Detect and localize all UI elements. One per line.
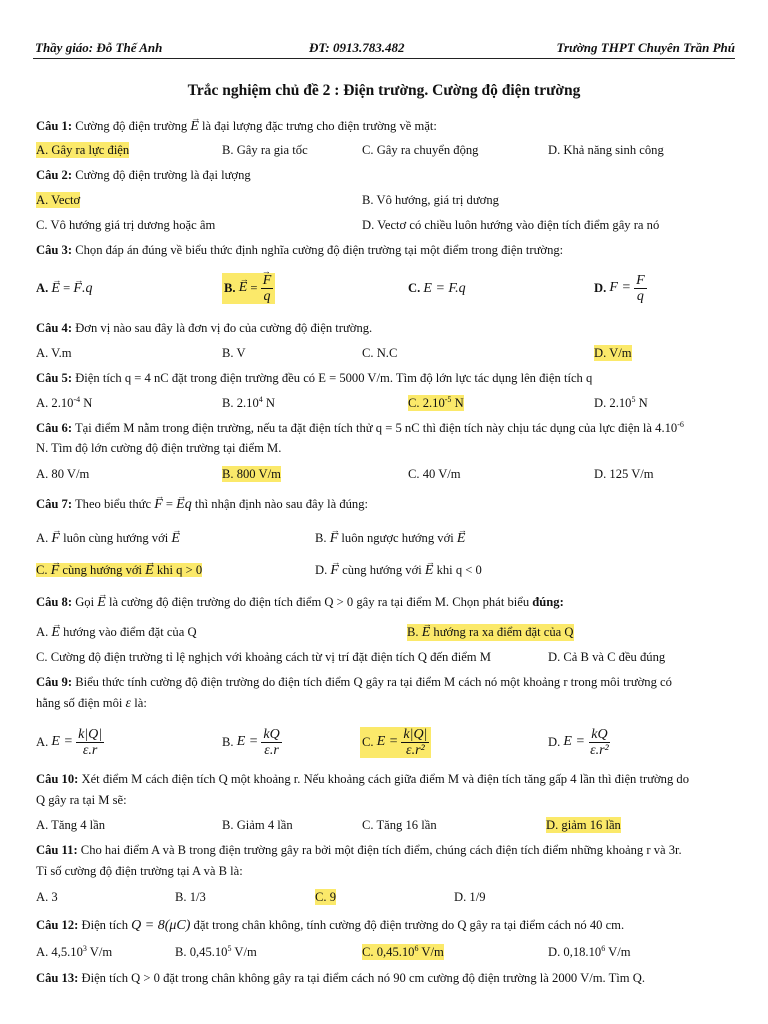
q11-option-a[interactable]: A. 3 — [36, 890, 58, 904]
question-11-line-2: Tỉ số cường độ điện trường tại A và B là: — [36, 864, 243, 878]
q7-option-a[interactable]: A. → F luôn cùng hướng với → E — [36, 530, 180, 547]
question-8: Câu 8: Gọi → E là cường độ điện trường do điện tích điểm Q > 0 gây ra tại điểm M. Chọn phát biểu đúng: — [36, 594, 564, 611]
q6-option-d[interactable]: D. 125 V/m — [594, 467, 654, 481]
q3-option-b[interactable]: B. → E = → $\frac{F}{q}$ — [222, 268, 275, 308]
q6-option-c[interactable]: C. 40 V/m — [408, 467, 461, 481]
q12-option-c[interactable]: C. 0,45.10$^6$ V/m — [362, 943, 444, 959]
q7-option-d[interactable]: D. → F cùng hướng với → E khi q < 0 — [315, 562, 482, 579]
q4-option-b[interactable]: B. V — [222, 346, 246, 360]
header-phone: ĐT: 0913.783.482 — [309, 40, 405, 55]
q3-option-c[interactable]: C. E = F.q — [408, 281, 466, 296]
q12-option-a[interactable]: A. 4,5.10$^3$ V/m — [36, 943, 113, 959]
q8-option-a[interactable]: A. → E hướng vào điểm đặt của Q — [36, 624, 197, 641]
question-9: Câu 9: Biểu thức tính cường độ điện trường do điện tích điểm Q gây ra tại điểm M cách nó một khoảng r trong môi trường có — [36, 675, 672, 689]
question-13: Câu 13: Điện tích Q > 0 đặt trong chân không gây ra tại điểm cách nó 90 cm cường độ điện trường là 2000 V/m. Tìm Q. — [36, 971, 645, 985]
q9-option-c[interactable]: C. E = $\frac{k|Q|}{\text{ε.r²}}$ — [360, 722, 431, 762]
q12-option-b[interactable]: B. 0,45.10$^5$ V/m — [175, 943, 257, 959]
q10-option-b[interactable]: B. Giảm 4 lần — [222, 818, 293, 832]
q6-option-b[interactable]: B. 800 V/m — [222, 467, 281, 481]
q8-option-b[interactable]: B. → E hướng ra xa điểm đặt của Q — [407, 624, 574, 641]
question-11: Câu 11: Cho hai điểm A và B trong điện trường gây ra bởi một điện tích điểm, chúng cách điện tích điểm những khoảng r và 3r. — [36, 843, 682, 857]
q9-option-b[interactable]: B. E = $\frac{kQ}{\varepsilon.r}$ — [222, 726, 280, 758]
q4-option-a[interactable]: A. V.m — [36, 346, 72, 360]
q2-option-c[interactable]: C. Vô hướng giá trị dương hoặc âm — [36, 218, 216, 232]
q4-option-c[interactable]: C. N.C — [362, 346, 398, 360]
q1-option-a[interactable]: A. Gây ra lực điện — [36, 143, 130, 157]
question-7: Câu 7: Theo biểu thức → F = → Eq thì nhận định nào sau đây là đúng: — [36, 496, 368, 513]
question-1: Câu 1: Cường độ điện trường → E là đại lượng đặc trưng cho điện trường về mặt: — [36, 118, 437, 135]
q2-option-a[interactable]: A. Vectơ — [36, 193, 81, 207]
q10-option-a[interactable]: A. Tăng 4 lần — [36, 818, 106, 832]
q6-option-a[interactable]: A. 80 V/m — [36, 467, 90, 481]
q5-option-a[interactable]: A. $2.10^{-4}$ N — [36, 394, 93, 410]
q8-option-c[interactable]: C. Cường độ điện trường tỉ lệ nghịch với khoảng cách từ vị trí đặt điện tích Q đến điểm M — [36, 650, 491, 664]
question-9-line-2: hằng số điện môi ε là: — [36, 696, 147, 711]
question-10: Câu 10: Xét điểm M cách điện tích Q một khoảng r. Nếu khoảng cách giữa điểm M và điện tích tăng gấp 4 lần thì điện trường do — [36, 772, 690, 786]
q10-option-d[interactable]: D. giảm 16 lần — [546, 818, 621, 832]
q11-option-d[interactable]: D. 1/9 — [454, 890, 486, 904]
question-6: Câu 6: Tại điểm M nằm trong điện trường, nếu ta đặt điện tích thử q = 5 nC thì điện tích này chịu tác dụng của lực điện là $4.10^{-6}$ — [36, 419, 684, 435]
question-5: Câu 5: Điện tích q = 4 nC đặt trong điện trường đều có E = 5000 V/m. Tìm độ lớn lực tác dụng lên điện tích q — [36, 371, 593, 385]
q11-option-c[interactable]: C. 9 — [315, 890, 336, 904]
q5-option-c[interactable]: C. $2.10^{-5}$ N — [408, 394, 464, 410]
question-12: Câu 12: Điện tích Q = 8(μC) đặt trong chân không, tính cường độ điện trường do Q gây ra tại điểm cách nó 40 cm. — [36, 918, 625, 933]
q12-option-d[interactable]: D. 0,18.10$^6$ V/m — [548, 943, 631, 959]
q9-option-d[interactable]: D. E = $\frac{kQ}{\text{ε.r²}}$ — [548, 726, 609, 758]
vector-e-symbol: → E — [190, 119, 199, 135]
q5-option-b[interactable]: B. 2.10$^4$ N — [222, 394, 275, 410]
q1-option-c[interactable]: C. Gây ra chuyển động — [362, 143, 479, 157]
q9-option-a[interactable]: A. E = $\frac{k|Q|}{\varepsilon.r}$ — [36, 726, 103, 758]
q1-option-b[interactable]: B. Gây ra gia tốc — [222, 143, 308, 157]
q4-option-d[interactable]: D. V/m — [594, 346, 632, 360]
question-6-line-2: N. Tìm độ lớn cường độ điện trường tại điểm M. — [36, 441, 282, 455]
q7-option-b[interactable]: B. → F luôn ngược hướng với → E — [315, 530, 465, 547]
page-header — [33, 40, 735, 59]
header-teacher: Thầy giáo: Đỗ Thế Anh — [35, 40, 163, 55]
q7-option-c[interactable]: C. → F cùng hướng với → E khi q > 0 — [36, 562, 202, 579]
q3-option-d[interactable]: D. F = $\frac{F}{q}$ — [594, 272, 645, 304]
q5-option-d[interactable]: D. 2.10$^5$ N — [594, 394, 648, 410]
question-10-line-2: Q gây ra tại M sẽ: — [36, 793, 127, 807]
q10-option-c[interactable]: C. Tăng 16 lần — [362, 818, 437, 832]
q2-option-d[interactable]: D. Vectơ có chiều luôn hướng vào điện tích điểm gây ra nó — [362, 218, 660, 232]
q2-option-b[interactable]: B. Vô hướng, giá trị dương — [362, 193, 499, 207]
question-3: Câu 3: Chọn đáp án đúng về biểu thức định nghĩa cường độ điện trường tại một điểm trong điện trường: — [36, 243, 564, 257]
question-4: Câu 4: Đơn vị nào sau đây là đơn vị đo của cường độ điện trường. — [36, 321, 373, 335]
q3-option-a[interactable]: A. → E = → F.q — [36, 280, 92, 297]
q8-option-d[interactable]: D. Cả B và C đều đúng — [548, 650, 666, 664]
header-school: Trường THPT Chuyên Trần Phú — [556, 40, 735, 55]
q11-option-b[interactable]: B. 1/3 — [175, 890, 206, 904]
page-title: Trắc nghiệm chủ đề 2 : Điện trường. Cường độ điện trường — [187, 82, 581, 99]
q1-option-d[interactable]: D. Khả năng sinh công — [548, 143, 664, 157]
question-2: Câu 2: Cường độ điện trường là đại lượng — [36, 168, 251, 182]
